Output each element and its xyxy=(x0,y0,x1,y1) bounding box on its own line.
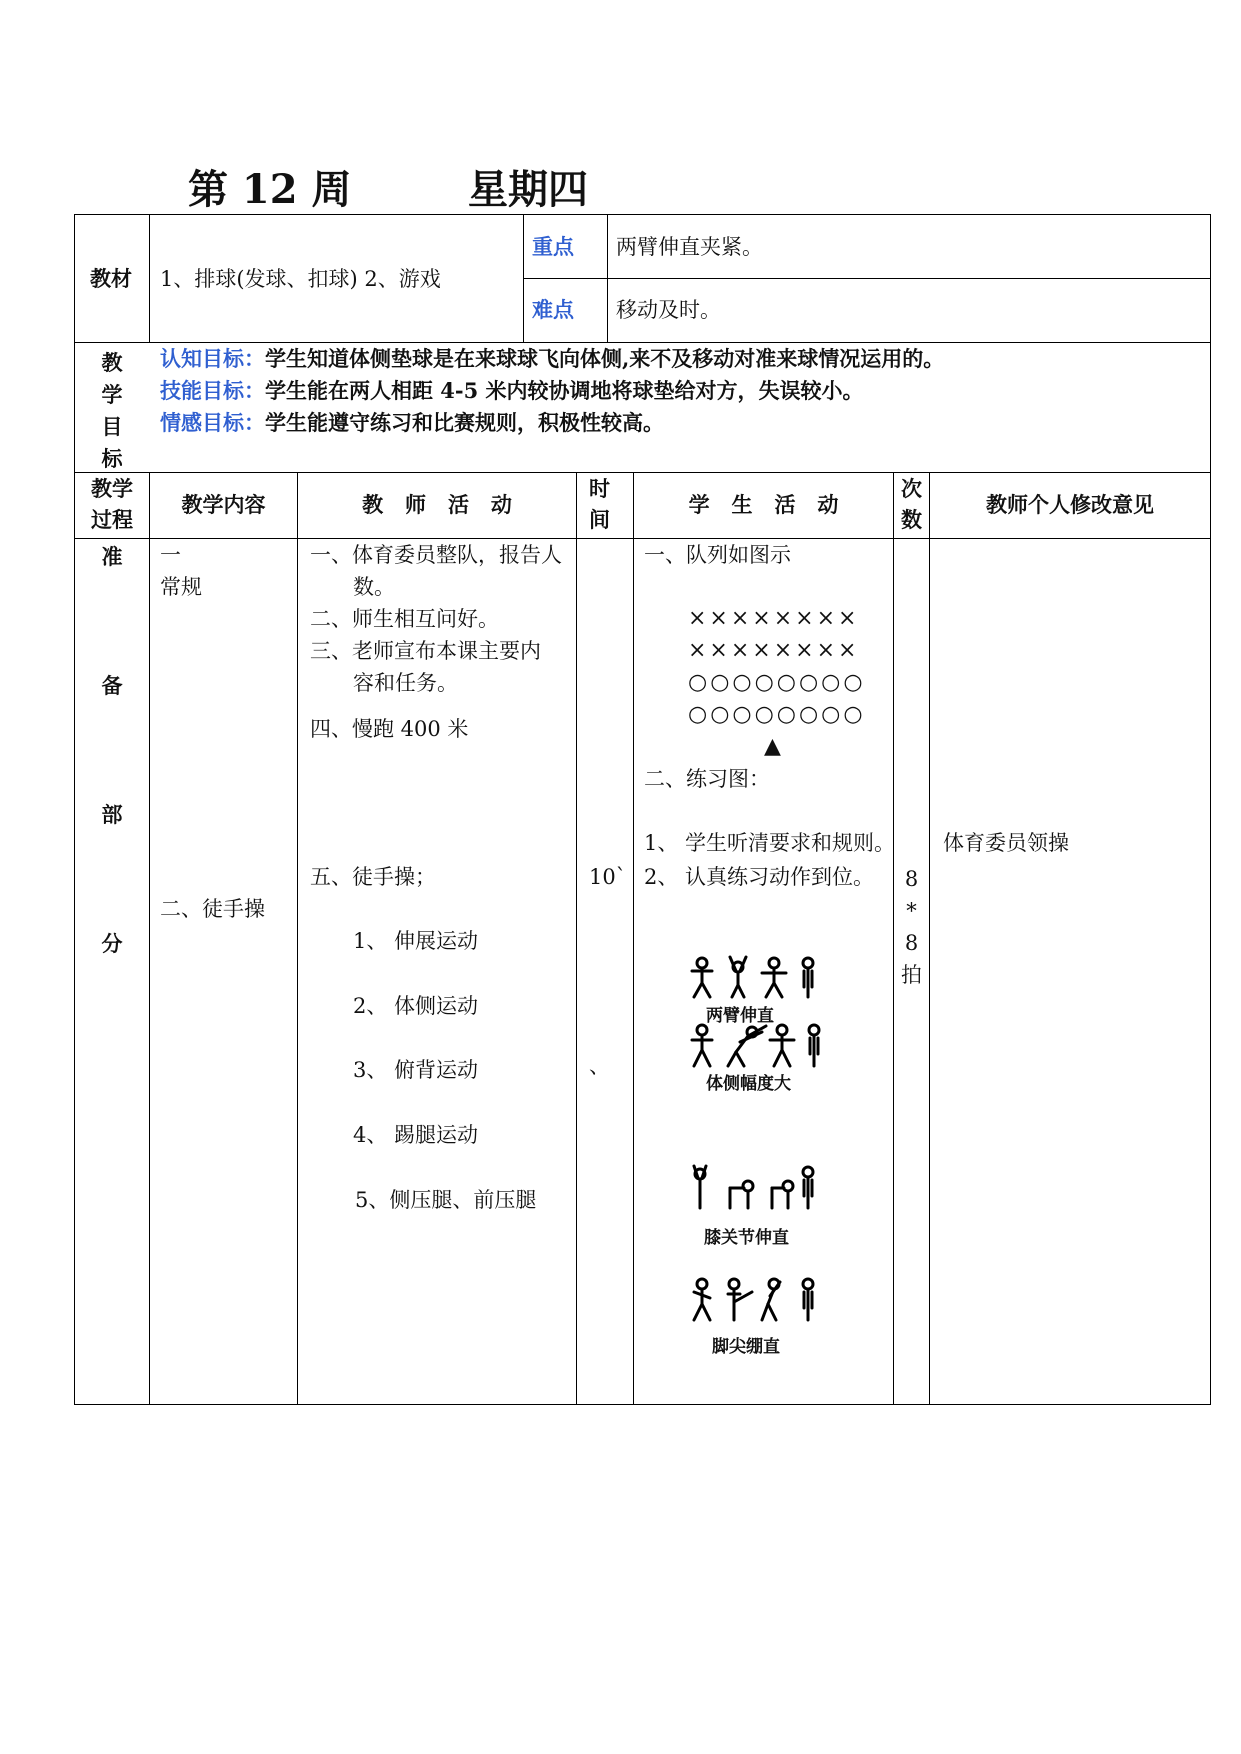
stick-figures-side-bend xyxy=(690,1024,830,1068)
student-activity-1: 一、队列如图示 xyxy=(644,543,791,567)
key-point-content: 两臂伸直夹紧。 xyxy=(616,235,763,259)
material-content: 1、排球(发球、扣球) 2、游戏 xyxy=(160,267,441,291)
goals-label-char: 标 xyxy=(101,446,123,471)
header-count-2: 数 xyxy=(901,508,922,532)
key-point-label: 重点 xyxy=(532,235,574,259)
figure-caption-3: 膝关节伸直 xyxy=(704,1228,789,1248)
goal-cognitive xyxy=(160,346,944,372)
teacher-position-marker: ▲ xyxy=(764,734,781,759)
stick-figures-kick xyxy=(690,1278,830,1322)
teacher-activity-2: 二、师生相互问好。 xyxy=(310,607,499,631)
student-requirement-2: 2、 认真练习动作到位。 xyxy=(644,865,875,889)
figure-caption-2: 体侧幅度大 xyxy=(706,1074,791,1094)
exercise-2: 2、 体侧运动 xyxy=(353,994,479,1018)
count-char: 拍 xyxy=(901,963,922,987)
exercise-1: 1、 伸展运动 xyxy=(353,929,479,953)
stick-figures-arms-straight xyxy=(690,957,830,999)
formation-row: ○○○○○○○○ xyxy=(688,670,866,695)
teacher-activity-1b: 数。 xyxy=(353,575,395,599)
goal-affective-text: 学生能遵守练习和比赛规则，积极性较高。 xyxy=(265,410,664,435)
exercise-4: 4、 踢腿运动 xyxy=(353,1123,479,1147)
goal-affective xyxy=(160,410,664,436)
stick-figures-forward-bend xyxy=(690,1166,830,1210)
header-student: 学 生 活 动 xyxy=(688,493,839,517)
header-time-1: 时 xyxy=(589,477,610,501)
formation-row: ×××××××× xyxy=(688,606,860,631)
difficulty-label: 难点 xyxy=(532,298,574,322)
content-item-2: 二、徒手操 xyxy=(160,897,265,921)
teacher-activity-3: 三、老师宣布本课主要内 xyxy=(310,639,541,663)
goal-skill xyxy=(160,378,864,404)
goal-cognitive-text: 学生知道体侧垫球是在来球球飞向体侧,来不及移动对准来球情况运用的。 xyxy=(265,346,945,371)
header-content: 教学内容 xyxy=(181,493,266,517)
formation-row: ○○○○○○○○ xyxy=(688,702,866,727)
header-process-1: 教学 xyxy=(91,477,133,501)
figure-caption-4: 脚尖绷直 xyxy=(712,1337,780,1357)
exercise-3: 3、 俯背运动 xyxy=(353,1058,479,1082)
section-name-char: 准 xyxy=(101,544,123,569)
teacher-activity-3b: 容和任务。 xyxy=(353,671,458,695)
teacher-activity-5: 五、徒手操； xyxy=(310,865,436,889)
week-title: 第 12 周 xyxy=(188,166,352,213)
section-name-char: 备 xyxy=(101,673,123,698)
material-label: 教材 xyxy=(90,267,132,291)
exercise-5: 5、侧压腿、前压腿 xyxy=(355,1188,537,1212)
section-name-char: 部 xyxy=(101,802,123,827)
time-mark: 、 xyxy=(589,1054,610,1078)
difficulty-content: 移动及时。 xyxy=(616,298,721,322)
figure-caption-1: 两臂伸直 xyxy=(706,1006,774,1026)
student-requirement-1: 1、 学生听清要求和规则。 xyxy=(644,831,896,855)
weekday-title: 星期四 xyxy=(468,166,588,213)
student-activity-2: 二、练习图： xyxy=(644,767,770,791)
section-name-char: 分 xyxy=(101,931,123,956)
time-value: 10` xyxy=(589,865,627,889)
formation-row: ×××××××× xyxy=(688,638,860,663)
content-item-1: 一 xyxy=(160,543,181,567)
goal-cognitive-label: 认知目标： xyxy=(160,347,265,371)
count-char: 8 xyxy=(904,931,919,955)
content-item-1-name: 常规 xyxy=(160,575,202,599)
header-teacher: 教 师 活 动 xyxy=(362,493,512,517)
header-comments: 教师个人修改意见 xyxy=(986,493,1154,517)
count-char: 8 xyxy=(904,867,919,891)
goals-label-char: 学 xyxy=(101,382,123,407)
goals-label-char: 教 xyxy=(101,350,123,375)
teacher-activity-1: 一、体育委员整队，报告人 xyxy=(310,543,562,567)
goal-skill-label: 技能目标： xyxy=(160,379,265,403)
goal-affective-label: 情感目标： xyxy=(160,411,265,435)
goal-skill-text: 学生能在两人相距 4-5 米内较协调地将球垫给对方，失误较小。 xyxy=(265,378,864,403)
header-time-2: 间 xyxy=(589,508,610,532)
header-count-1: 次 xyxy=(901,477,922,501)
count-char: * xyxy=(906,899,917,923)
goals-label-char: 目 xyxy=(101,414,123,439)
header-process-2: 过程 xyxy=(91,508,133,532)
teacher-activity-4: 四、慢跑 400 米 xyxy=(310,717,469,741)
teacher-comment: 体育委员领操 xyxy=(943,831,1069,855)
